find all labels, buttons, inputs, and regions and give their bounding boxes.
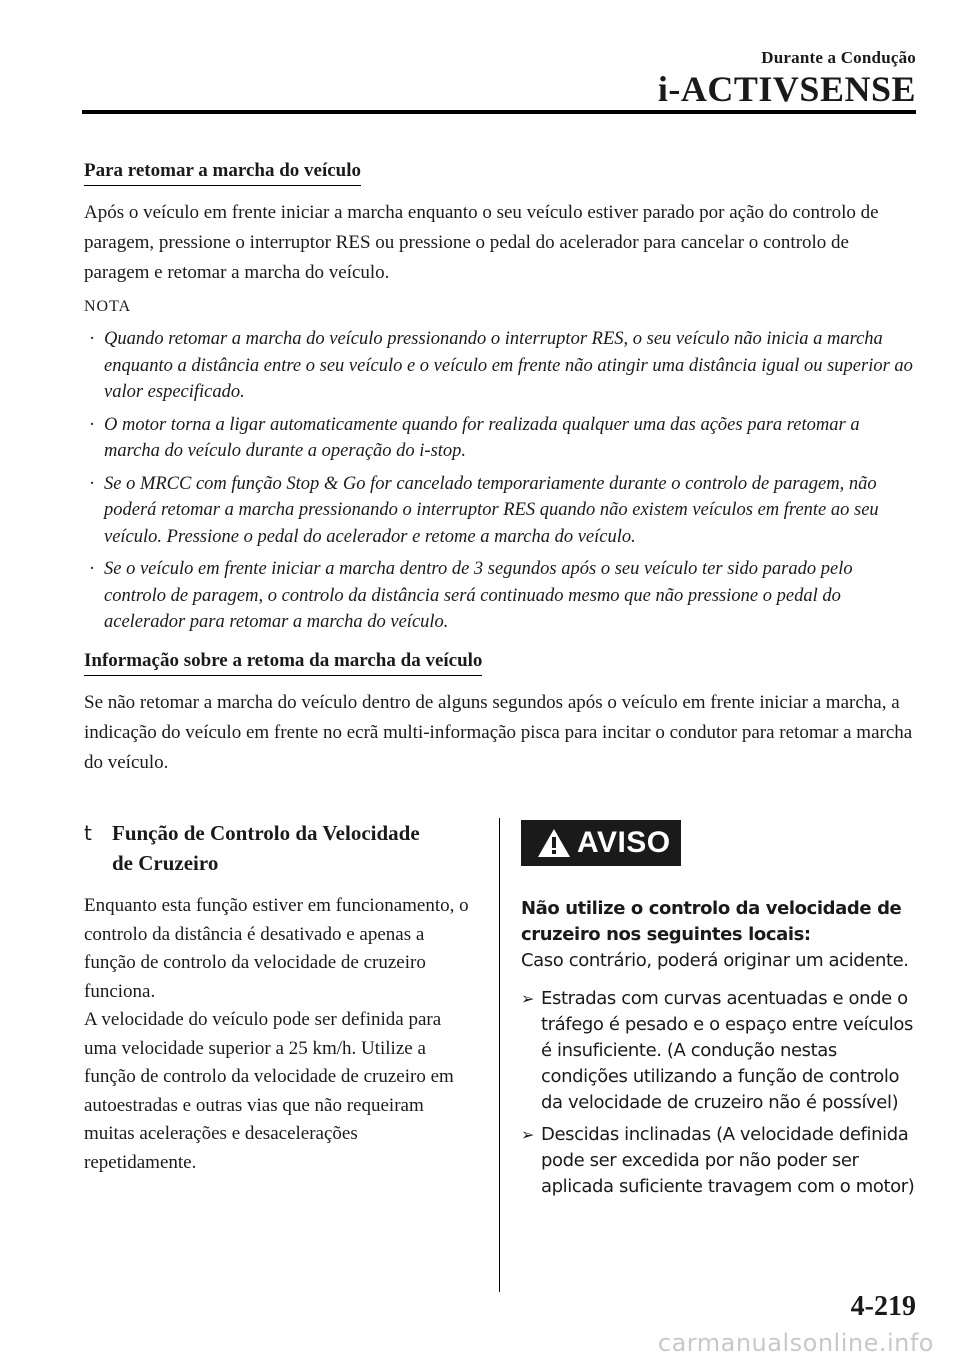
nota-item [84,326,916,406]
cruise-paragraph-2: A velocidade do veículo pode ser definida para uma velocidade superior a 25 km/h. Utilize a função de controlo da velocidade de cruzeiro em autoestradas e outras vias que não requeiram muitas acelerações e desacelerações repetidamente. [84,1009,454,1173]
warning-body-text: Caso contrário, poderá originar um acidente. [521,950,909,971]
arrow-bullet-icon: ➢ [521,1125,535,1144]
nota-item-text: Se o veículo em frente iniciar a marcha dentro de 3 segundos após o seu veículo ter sido parado pelo controlo de paragem, o controlo da distância será continuado mesmo que não pressione o pedal do acelerador para retomar a marcha do veículo. [104,559,853,632]
info-heading: Informação sobre a retoma da marcha da veículo [84,650,482,676]
chapter-title: i-ACTIVSENSE [657,69,916,109]
info-paragraph: Se não retomar a marcha do veículo dentro de alguns segundos após o veículo em frente iniciar a marcha, a indicação do veículo em frente no ecrã multi-informação pisca para incitar o condutor para retomar a marcha do veículo. [84,691,913,773]
warning-label: AVISO [577,826,671,859]
section-marker-icon: t [84,821,92,845]
column-divider [499,818,500,1292]
nota-item [84,412,916,465]
resume-paragraph: Após o veículo em frente iniciar a marcha enquanto o seu veículo estiver parado por ação do controlo de paragem, pressione o interruptor RES ou pressione o pedal do acelerador para cancelar o controlo de paragem e retomar a marcha do veículo. [84,202,879,283]
nota-item-text: Se o MRCC com função Stop & Go for cancelado temporariamente durante o controlo de paragem, não poderá retomar a marcha pressionando o interruptor RES quando não existem veículos em frente ao seu veículo. Pressione o pedal do acelerador e retome a marcha do veículo. [104,473,879,547]
warning-bold-text: Não utilize o controlo da velocidade de cruzeiro nos seguintes locais: [521,898,902,945]
warning-badge [521,820,681,866]
page-header [658,48,916,108]
header-rule [82,110,916,114]
warning-triangle-icon [537,828,571,858]
page-number: 4-219 [850,1291,916,1322]
nota-label: NOTA [84,298,132,315]
cruise-section [84,818,474,1177]
warning-item [521,986,916,1116]
bullet-dot: · [89,414,96,435]
nota-item [84,556,916,636]
cruise-title-line2: de Cruzeiro [112,851,219,875]
main-content [84,160,916,788]
bullet-dot: · [89,559,96,579]
warning-list [521,986,916,1200]
resume-heading: Para retomar a marcha do veículo [84,160,361,186]
arrow-bullet-icon: ➢ [521,989,535,1008]
bullet-dot: · [89,473,96,494]
nota-item-text: O motor torna a ligar automaticamente quando for realizada qualquer uma das ações para retomar a marcha do veículo durante a operação do i-stop. [104,414,860,461]
section-title: Durante a Condução [761,48,916,67]
warning-box [521,820,916,1206]
nota-list [84,326,916,636]
cruise-title [84,818,474,878]
warning-item-text: Estradas com curvas acentuadas e onde o tráfego é pesado e o espaço entre veículos é insuficiente. (A condução nestas condições utilizando a função de controlo da velocidade de cruzeiro não é possível) [541,988,913,1113]
bullet-dot: · [89,329,96,349]
warning-item-text: Descidas inclinadas (A velocidade definida pode ser excedida por não poder ser aplicada suficiente travagem com o motor) [541,1124,915,1197]
nota-item [84,471,916,551]
watermark: carmanualsonline.info [657,1329,934,1357]
nota-item-text: Quando retomar a marcha do veículo pressionando o interruptor RES, o seu veículo não inicia a marcha enquanto a distância entre o seu veículo e o veículo em frente não atingir uma distância igual ou superior ao valor especificado. [104,329,913,402]
cruise-title-line1: Função de Controlo da Velocidade [112,821,420,845]
warning-item [521,1122,916,1200]
warning-text [521,896,916,974]
cruise-paragraph-1: Enquanto esta função estiver em funcionamento, o controlo da distância é desativado e apenas a função de controlo da velocidade de cruzeiro funciona. [84,895,469,1002]
